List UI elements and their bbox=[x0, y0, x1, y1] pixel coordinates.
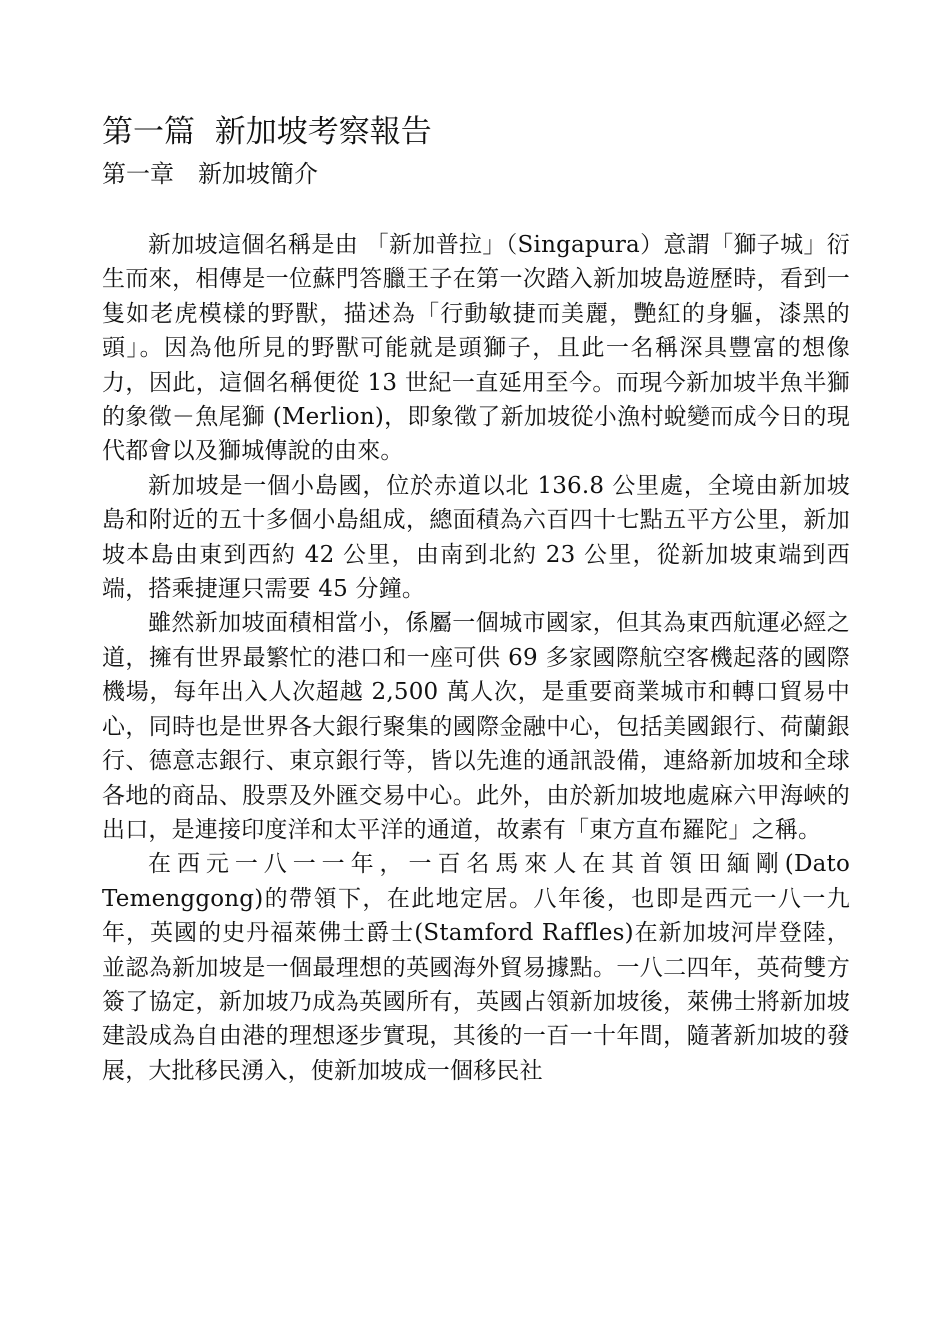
paragraph-history: 在西元一八一一年，一百名馬來人在其首領田緬剛(Dato Temenggong)的帶領下，在此地定居。八年後，也即是西元一八一九年，英國的史丹福萊佛士爵士(Stamford Raffles)在新加坡河岸登陸，並認為新加坡是一個最理想的英國海外貿易據點。一八二四年，英荷雙方簽了協定，新加坡乃成為英國所有，英國占領新加坡後，萊佛士將新加坡建設成為自由港的理想逐步實現，其後的一百一十年間，隨著新加坡的發展，大批移民湧入，使新加坡成一個移民社 bbox=[102, 851, 850, 1084]
paragraph-geography: 新加坡是一個小島國，位於赤道以北 136.8 公里處，全境由新加坡島和附近的五十多個小島組成，總面積為六百四十七點五平方公里，新加坡本島由東到西約 42 公里，由南到北約 23 公里，從新加坡東端到西端，搭乘捷運只需要 45 分鐘。 bbox=[102, 472, 850, 603]
chapter-title: 第一章 新加坡簡介 bbox=[102, 160, 318, 188]
body-text bbox=[102, 228, 850, 1088]
document-page bbox=[102, 108, 850, 1088]
paragraph-name-origin: 新加坡這個名稱是由 「新加普拉」（Singapura）意謂「獅子城」衍生而來，相傳是一位蘇門答臘王子在第一次踏入新加坡島遊歷時，看到一隻如老虎模樣的野獸，描述為「行動敏捷而美麗，艷紅的身軀，漆黑的頭」。因為他所見的野獸可能就是頭獅子，且此一名稱深具豐富的想像力，因此，這個名稱便從 13 世紀一直延用至今。而現今新加坡半魚半獅的象徵－魚尾獅 (Merlion)，即象徵了新加坡從小漁村蛻變而成今日的現代都會以及獅城傳說的由來。 bbox=[102, 232, 850, 465]
paragraph-economy: 雖然新加坡面積相當小，係屬一個城市國家，但其為東西航運必經之道，擁有世界最繁忙的港口和一座可供 69 多家國際航空客機起落的國際機場，每年出入人次超越 2,500 萬人次，是重要商業城市和轉口貿易中心，同時也是世界各大銀行聚集的國際金融中心，包括美國銀行、荷蘭銀行、德意志銀行、東京銀行等，皆以先進的通訊設備，連絡新加坡和全球各地的商品、股票及外匯交易中心。此外，由於新加坡地處麻六甲海峽的出口，是連接印度洋和太平洋的通道，故素有「東方直布羅陀」之稱。 bbox=[102, 610, 850, 843]
part-title: 第一篇 新加坡考察報告 bbox=[102, 114, 432, 150]
